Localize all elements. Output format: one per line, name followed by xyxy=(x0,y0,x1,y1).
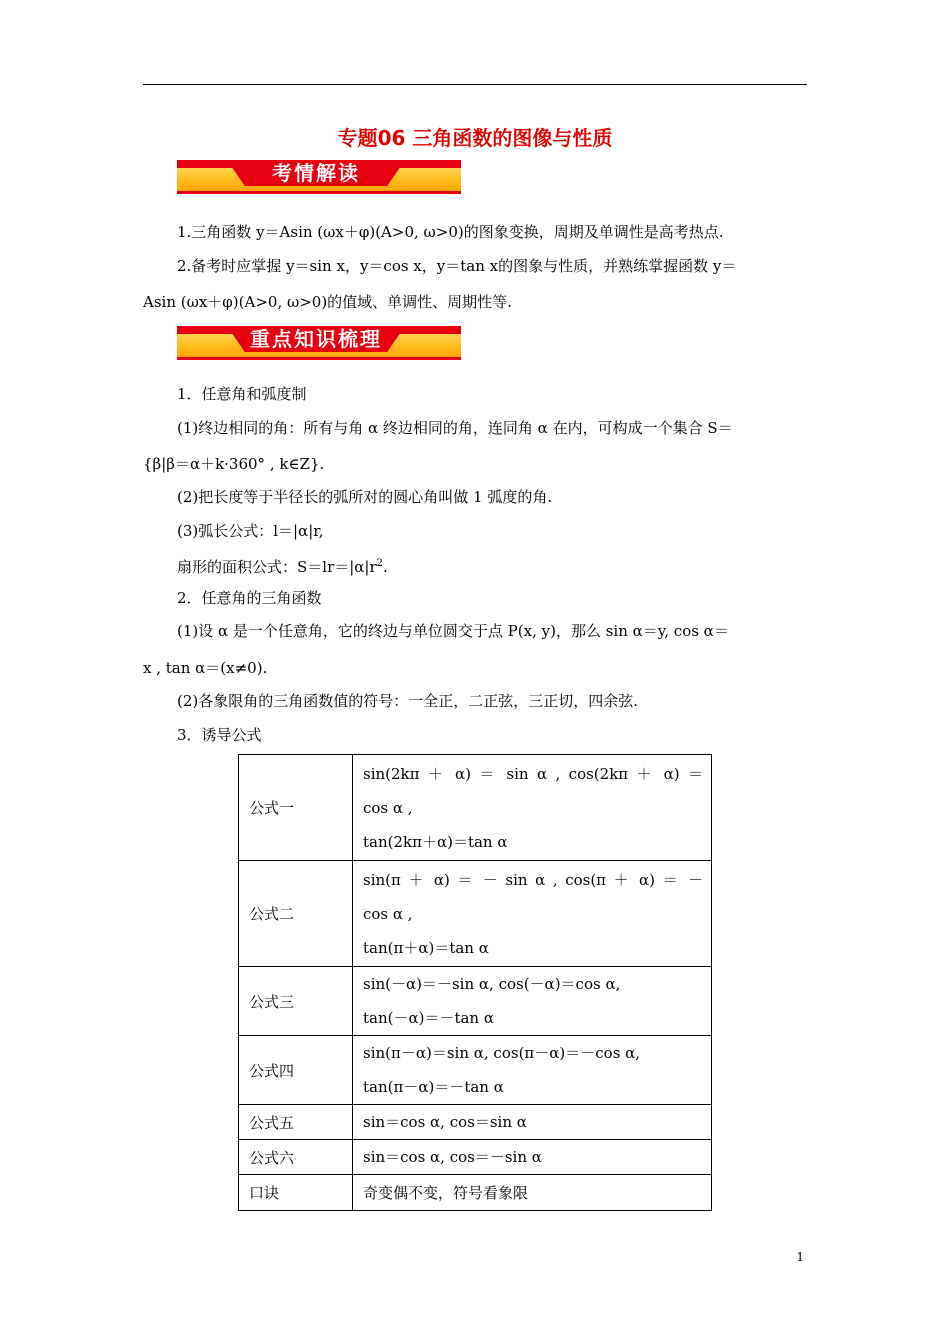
banner-exam-reading xyxy=(177,160,461,194)
section-2-line-1b: x , tan α＝(x≠0). xyxy=(143,659,268,677)
formula-body: sin(2kπ ＋ α) ＝ sin α , cos(2kπ ＋ α) ＝ cos α , tan(2kπ＋α)＝tan α xyxy=(353,755,712,861)
formula-body: sin(π－α)＝sin α, cos(π－α)＝－cos α, tan(π－α)＝－tan α xyxy=(353,1036,712,1105)
table-row xyxy=(239,861,712,967)
section-2-line-1a: (1)设 α 是一个任意角，它的终边与单位圆交于点 P(x, y)，那么 sin α＝y, cos α＝ xyxy=(177,622,729,640)
section-2-line-2: (2)各象限角的三角函数值的符号：一全正，二正弦，三正切，四余弦. xyxy=(177,692,639,710)
banner-key-knowledge xyxy=(177,326,461,360)
formula-body: 奇变偶不变，符号看象限 xyxy=(353,1175,712,1211)
formula-name: 公式一 xyxy=(239,755,353,861)
section-1-line-1a: (1)终边相同的角：所有与角 α 终边相同的角，连同角 α 在内，可构成一个集合 S＝ xyxy=(177,419,733,437)
induction-formula-table xyxy=(238,754,712,1211)
section-1-line-2: (2)把长度等于半径长的弧所对的圆心角叫做 1 弧度的角. xyxy=(177,488,553,506)
banner-key-knowledge-label: 重点知识梳理 xyxy=(250,327,382,351)
page-number: 1 xyxy=(796,1250,804,1264)
formula-name: 公式五 xyxy=(239,1105,353,1140)
section-1-heading: 1．任意角和弧度制 xyxy=(177,385,307,403)
formula-name: 口诀 xyxy=(239,1175,353,1211)
intro-paragraph-2a: 2.备考时应掌握 y＝sin x，y＝cos x，y＝tan x的图象与性质，并熟练掌握函数 y＝ xyxy=(177,257,737,275)
section-1-line-3: (3)弧长公式：l＝|α|r, xyxy=(177,522,324,540)
table-row xyxy=(239,1140,712,1175)
formula-name: 公式六 xyxy=(239,1140,353,1175)
formula-body: sin(π ＋ α) ＝ － sin α , cos(π ＋ α) ＝ － cos α , tan(π＋α)＝tan α xyxy=(353,861,712,967)
formula-name: 公式三 xyxy=(239,967,353,1036)
formula-body: sin＝cos α, cos＝sin α xyxy=(353,1105,712,1140)
header-rule xyxy=(143,84,807,85)
intro-paragraph-2b: Asin (ωx＋φ)(A>0, ω>0)的值域、单调性、周期性等. xyxy=(143,293,512,311)
formula-name: 公式二 xyxy=(239,861,353,967)
intro-paragraph-1: 1.三角函数 y＝Asin (ωx＋φ)(A>0, ω>0)的图象变换，周期及单调性是高考热点. xyxy=(177,223,724,241)
table-row xyxy=(239,1036,712,1105)
banner-exam-reading-label: 考情解读 xyxy=(272,161,360,185)
table-row xyxy=(239,1105,712,1140)
section-2-heading: 2．任意角的三角函数 xyxy=(177,589,322,607)
section-1-line-4: 扇形的面积公式：$S=lr=|\alpha|r^2$. xyxy=(177,558,388,576)
page-title: 专题06 三角函数的图像与性质 xyxy=(337,126,613,150)
formula-body: sin＝cos α, cos＝－sin α xyxy=(353,1140,712,1175)
table-row xyxy=(239,967,712,1036)
table-row xyxy=(239,1175,712,1211)
section-1-line-1b: {β|β＝α＋k·360° , k∈Z}. xyxy=(143,455,325,473)
formula-name: 公式四 xyxy=(239,1036,353,1105)
formula-body: sin(－α)＝－sin α, cos(－α)＝cos α, tan(－α)＝－tan α xyxy=(353,967,712,1036)
table-row xyxy=(239,755,712,861)
section-3-heading: 3．诱导公式 xyxy=(177,726,262,744)
